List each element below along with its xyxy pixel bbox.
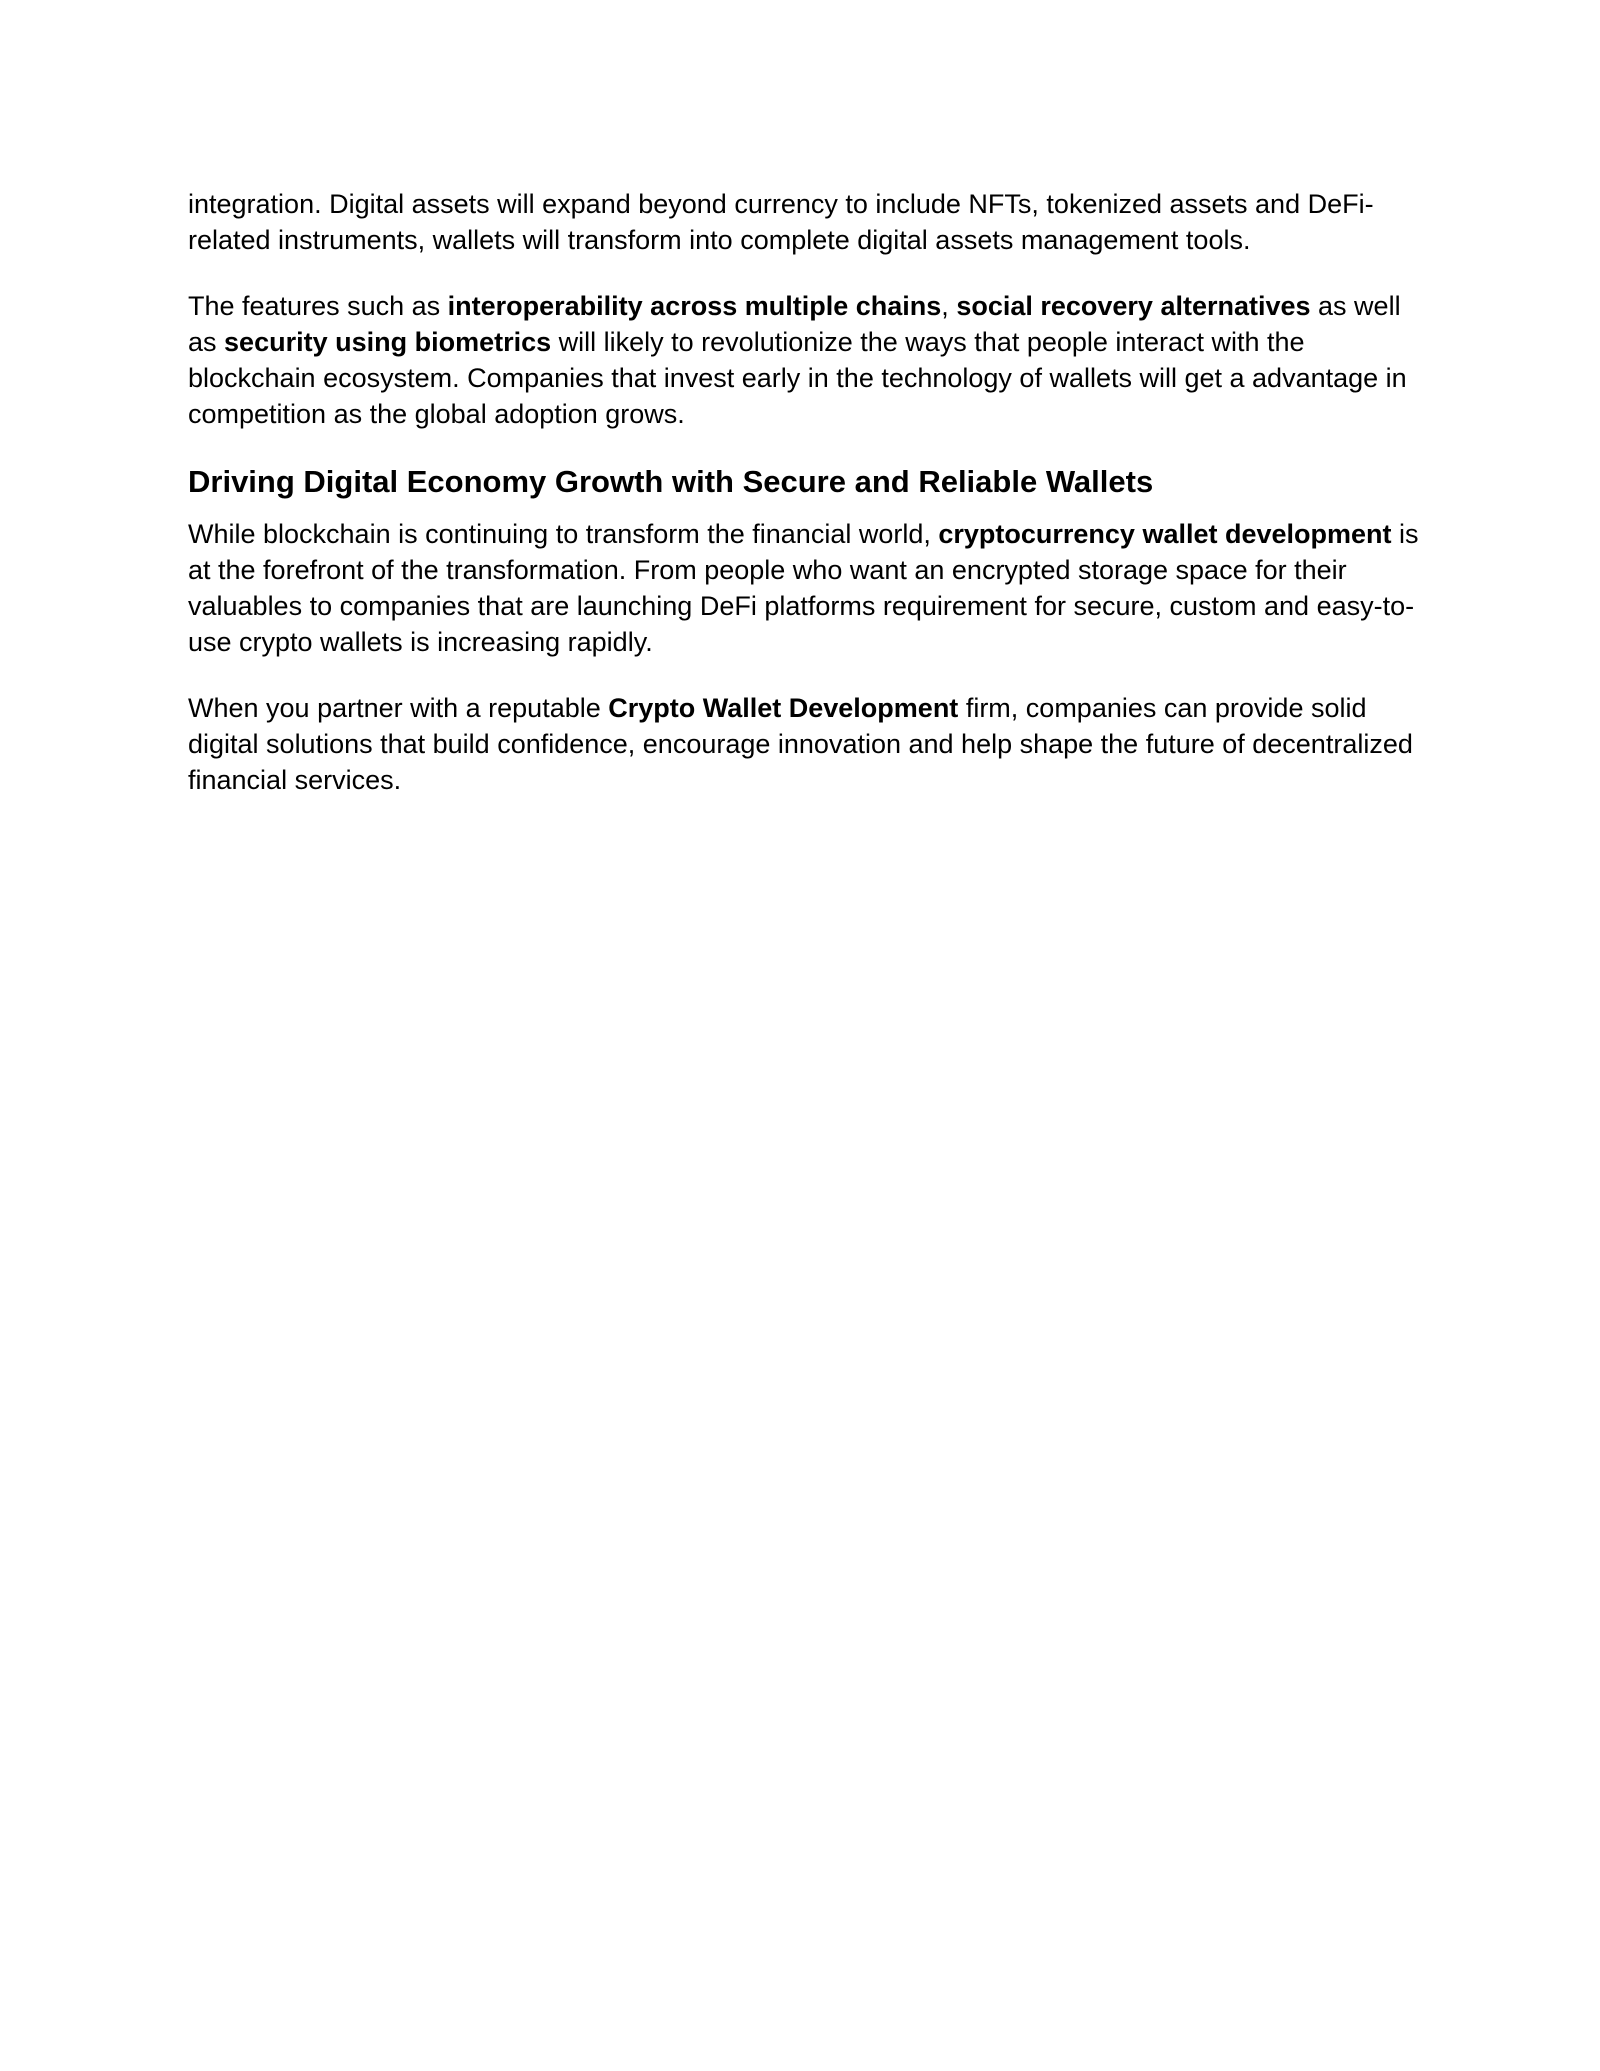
section-heading: Driving Digital Economy Growth with Secure and Reliable Wallets bbox=[188, 464, 1154, 499]
paragraph-blockchain bbox=[188, 516, 1420, 660]
paragraph-text: will likely to revolutionize the ways that people interact with the blockchain ecosystem. Companies that invest early in the technology of wallets will get a advantage in competition as the global adoption grows. bbox=[188, 327, 1407, 429]
paragraph-text: firm, companies can provide solid digital solutions that build confidence, encourage innovation and help shape the future of decentralized financial services. bbox=[188, 693, 1413, 795]
paragraph-text: integration. Digital assets will expand beyond currency to include NFTs, tokenized assets and DeFi-related instruments, wallets will transform into complete digital assets management tools. bbox=[188, 189, 1374, 255]
bold-phrase-social-recovery: social recovery alternatives bbox=[956, 291, 1311, 321]
paragraph-text: The features such as bbox=[188, 291, 448, 321]
bold-phrase-crypto-wallet-development: Crypto Wallet Development bbox=[608, 693, 959, 723]
paragraph-features bbox=[188, 288, 1420, 432]
document-body bbox=[188, 186, 1420, 828]
bold-phrase-interoperability: interoperability across multiple chains bbox=[447, 291, 942, 321]
bold-phrase-cryptocurrency-wallet: cryptocurrency wallet development bbox=[938, 519, 1392, 549]
paragraph-text: , bbox=[941, 291, 957, 321]
paragraph-text: as well as bbox=[188, 291, 1401, 357]
paragraph-text: is at the forefront of the transformation. From people who want an encrypted storage space for their valuables to companies that are launching DeFi platforms requirement for secure, custom and easy-to-use crypto wallets is increasing rapidly. bbox=[188, 519, 1419, 657]
bold-phrase-biometrics: security using biometrics bbox=[224, 327, 552, 357]
paragraph-integration bbox=[188, 186, 1420, 258]
paragraph-text: While blockchain is continuing to transform the financial world, bbox=[188, 519, 939, 549]
paragraph-text: When you partner with a reputable bbox=[188, 693, 609, 723]
paragraph-partner bbox=[188, 690, 1420, 798]
